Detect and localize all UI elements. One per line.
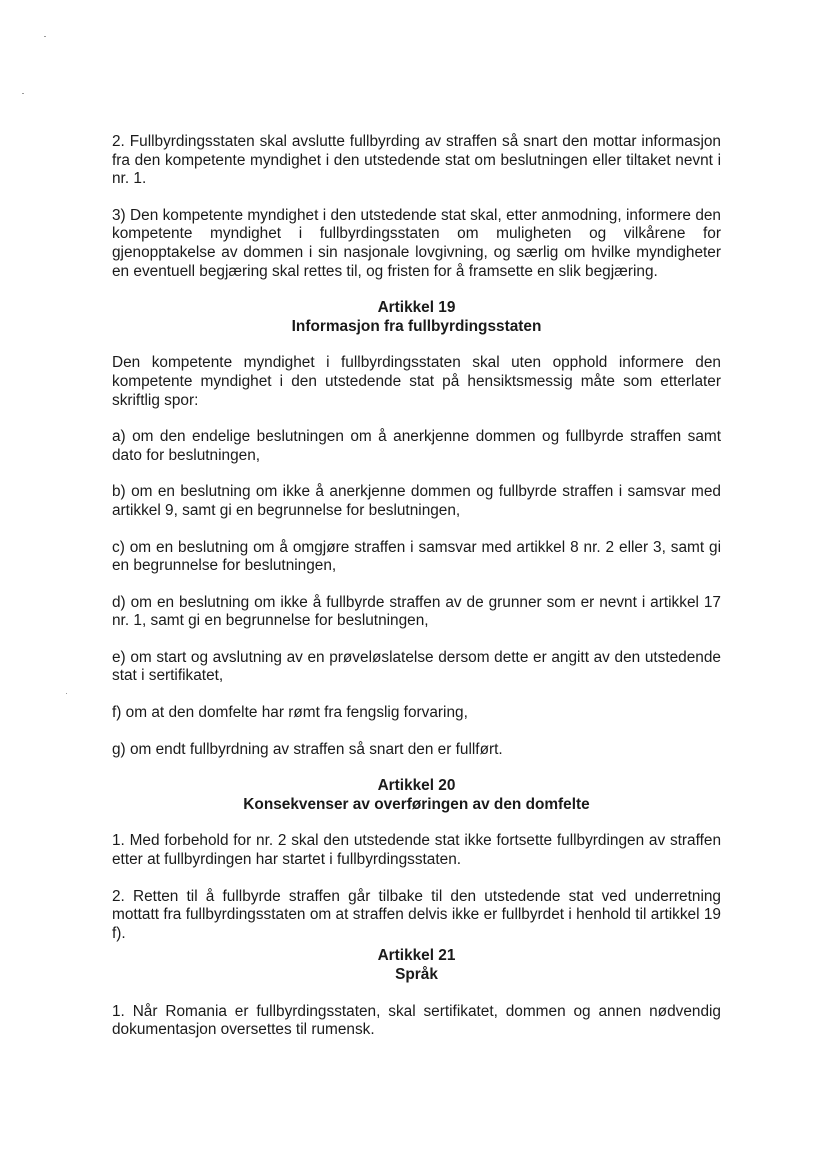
article-19-heading <box>112 299 721 336</box>
scan-speck <box>22 93 24 94</box>
paragraph-fullbyrding-avslutning: 2. Fullbyrdingsstaten skal avslutte fullbyrding av straffen så snart den mottar informasjon fra den kompetente myndighet i den utstedende stat om beslutningen eller tiltaket nevnt i nr. 1. <box>112 133 721 188</box>
article-19-item-b: b) om en beslutning om ikke å anerkjenne dommen og fullbyrde straffen i samsvar med artikkel 9, samt gi en begrunnelse for beslutningen, <box>112 483 721 519</box>
article-19-item-g: g) om endt fullbyrdning av straffen så snart den er fullført. <box>112 740 503 758</box>
document-body <box>112 133 721 1058</box>
article-19-number: Artikkel 19 <box>377 299 456 317</box>
article-19-item-e: e) om start og avslutning av en prøveløslatelse dersom dette er angitt av den utstedende stat i sertifikatet, <box>112 648 721 685</box>
article-19-item-d: d) om en beslutning om ikke å fullbyrde straffen av de grunner som er nevnt i artikkel 17 nr. 1, samt gi en begrunnelse for beslutningen, <box>112 593 721 630</box>
article-21-paragraph-1: 1. Når Romania er fullbyrdingsstaten, skal sertifikatet, dommen og annen nødvendig dokumentasjon oversettes til rumensk. <box>112 1002 721 1039</box>
scan-speck <box>44 36 46 37</box>
article-20-paragraph-1: 1. Med forbehold for nr. 2 skal den utstedende stat ikke fortsette fullbyrdingen av straffen etter at fullbyrdingen har startet i fullbyrdingsstaten. <box>112 832 721 869</box>
article-20-number: Artikkel 20 <box>377 777 456 795</box>
article-20-title: Konsekvenser av overføringen av den domfelte <box>243 795 590 813</box>
article-19-item-f: f) om at den domfelte har rømt fra fengslig forvaring, <box>112 704 468 722</box>
article-21-heading <box>112 947 721 984</box>
article-19-item-c: c) om en beslutning om å omgjøre straffen i samsvar med artikkel 8 nr. 2 eller 3, samt gi en begrunnelse for beslutningen, <box>112 538 721 575</box>
scan-speck <box>66 693 67 694</box>
paragraph-gjenopptakelse: 3) Den kompetente myndighet i den utstedende stat skal, etter anmodning, informere den kompetente myndighet i fullbyrdingsstaten om muligheten og vilkårene for gjenopptakelse av dommen i sin nasjonale lovgivning, og særlig om hvilke myndigheter en eventuell begjæring skal rettes til, og fristen for å framsette en slik begjæring. <box>112 206 721 280</box>
article-20-heading <box>112 777 721 814</box>
article-19-item-a: a) om den endelige beslutningen om å anerkjenne dommen og fullbyrde straffen samt dato for beslutningen, <box>112 428 721 464</box>
article-21-title: Språk <box>395 966 438 983</box>
article-20-paragraph-2: 2. Retten til å fullbyrde straffen går tilbake til den utstedende stat ved underretning mottatt fra fullbyrdingsstaten om at straffen delvis ikke er fullbyrdet i henhold til artikkel 19 f). <box>112 887 721 942</box>
article-21-number: Artikkel 21 <box>377 947 456 965</box>
article-19-title: Informasjon fra fullbyrdingsstaten <box>291 317 542 335</box>
article-19-intro: Den kompetente myndighet i fullbyrdingsstaten skal uten opphold informere den kompetente myndighet i den utstedende stat på hensiktsmessig måte som etterlater skriftlig spor: <box>112 354 721 409</box>
